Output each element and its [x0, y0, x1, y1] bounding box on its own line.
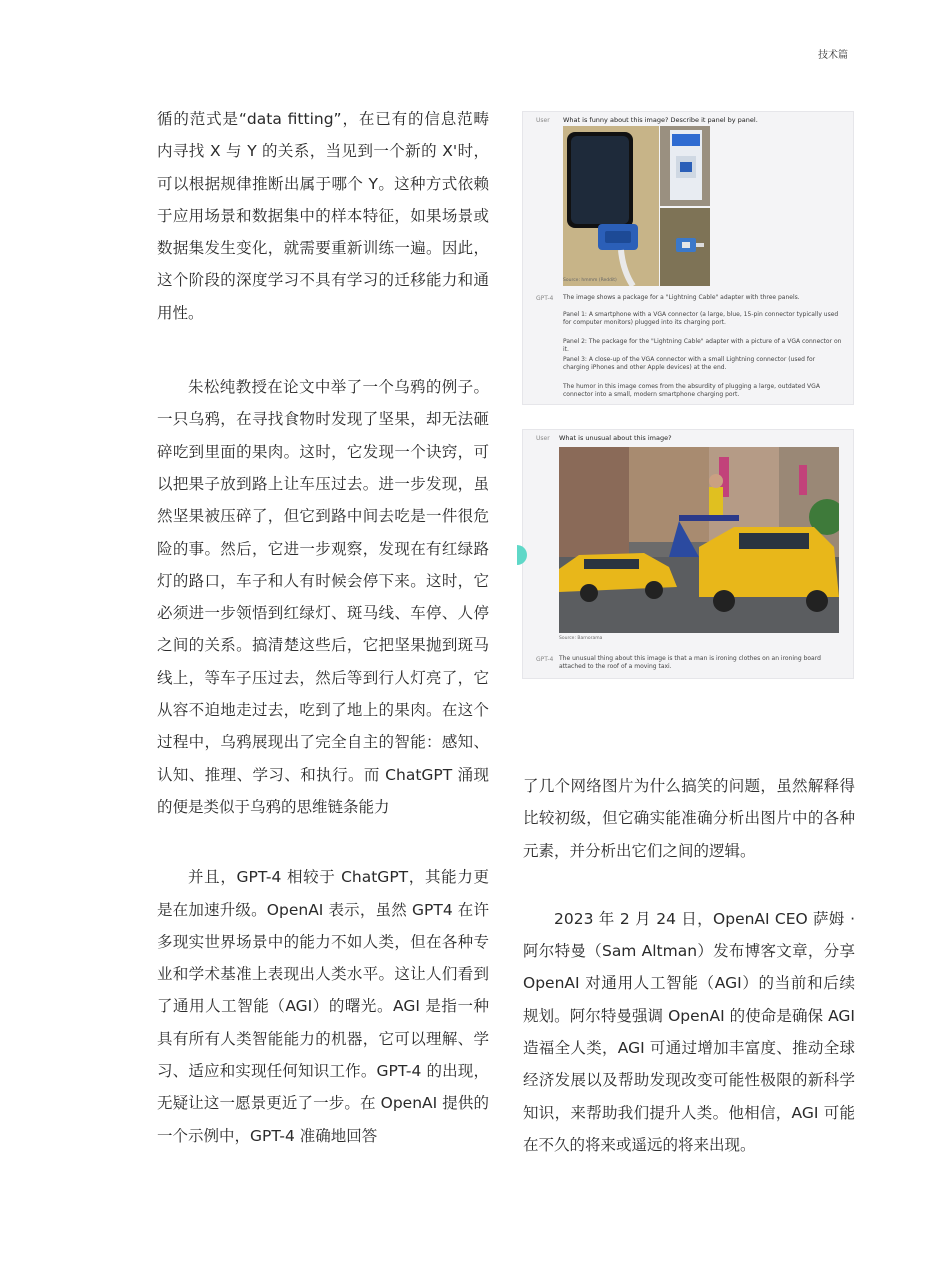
paragraph: 2023 年 2 月 24 日，OpenAI CEO 萨姆 · 阿尔特曼（Sam Altman）发布博客文章，分享OpenAI 对通用人工智能（AGI）的当前和后续规划。阿尔特曼强调 OpenAI 的使命是确保 AGI 造福全人类，AGI 可通过增加丰富度、推动全球经济发展以及帮助发现改变可能性极限的新科学知识，来帮助我们提升人类。他相信，AGI 可能在不久的将来或遥远的将来出现。 [523, 909, 855, 1154]
paragraph: 循的范式是“data fitting”，在已有的信息范畴内寻找 X 与 Y 的关系，当见到一个新的 X'时，可以根据规律推断出属于哪个 Y。这种方式依赖于应用场景和数据集中的样本特征，如果场景或数据集发生变化，就需要重新训练一遍。因此，这个阶段的深度学习不具有学习的迁移能力和通用性。 [157, 110, 489, 322]
gpt4-panel2: Panel 2: The package for the "Lightning Cable" adapter with a picture of a VGA connector on it. [563, 338, 842, 353]
right-column [523, 770, 855, 1161]
phone-vga-photo [563, 126, 659, 286]
user-label: User [536, 435, 550, 442]
gpt4-humor: The humor in this image comes from the absurdity of plugging a large, outdated VGA connector into a small, modern smartphone charging port. [563, 383, 820, 398]
paragraph: 朱松纯教授在论文中举了一个乌鸦的例子。一只乌鸦，在寻找食物时发现了坚果，却无法砸碎吃到里面的果肉。这时，它发现一个诀窍，可以把果子放到路上让车压过去。进一步发现，虽然坚果被压碎了，但它到路中间去吃是一件很危险的事。然后，它进一步观察，发现在有红绿路灯的路口，车子和人有时候会停下来。这时，它必须进一步领悟到红绿灯、斑马线、车停、人停之间的关系。搞清楚这些后，它把坚果抛到斑马线上，等车子压过去，然后等到行人灯亮了，它从容不迫地走过去，吃到了地上的果肉。在这个过程中，乌鸦展现出了完全自主的智能：感知、认知、推理、学习、和执行。而 ChatGPT 涌现的便是类似于乌鸦的思维链条能力 [157, 378, 489, 816]
gpt4-vga-example-figure [522, 111, 854, 405]
gpt4-answer: The unusual thing about this image is that a man is ironing clothes on an ironing board attached to the roof of a moving taxi. [559, 655, 821, 670]
image-source: Source: hmmm (Reddit) [563, 278, 617, 283]
gpt4-label: GPT-4 [536, 656, 554, 663]
gpt4-panel1: Panel 1: A smartphone with a VGA connector (a large, blue, 15-pin connector typically used for computer monitors) plugged into its charging port. [563, 311, 839, 326]
taxi-ironing-photo [559, 447, 839, 633]
adapter-package-photo [660, 126, 710, 206]
section-tag: 技术篇 [818, 50, 848, 61]
user-question: What is unusual about this image? [559, 434, 672, 442]
user-question: What is funny about this image? Describe it panel by panel. [563, 116, 758, 124]
gpt4-answer-intro: The image shows a package for a "Lightning Cable" adapter with three panels. [563, 294, 800, 301]
gpt4-panel3: Panel 3: A close-up of the VGA connector with a small Lightning connector (used for charging iPhones and other Apple devices) at the end. [563, 356, 816, 371]
gpt4-label: GPT-4 [536, 295, 554, 302]
connector-closeup-photo [660, 208, 710, 286]
paragraph: 并且，GPT-4 相较于 ChatGPT，其能力更是在加速升级。OpenAI 表示，虽然 GPT4 在许多现实世界场景中的能力不如人类，但在各种专业和学术基准上表现出人类水平。这让人们看到了通用人工智能（AGI）的曙光。AGI 是指一种具有所有人类智能能力的机器，它可以理解、学习、适应和实现任何知识工作。GPT-4 的出现，无疑让这一愿景更近了一步。在 OpenAI 提供的一个示例中，GPT-4 准确地回答 [157, 868, 489, 1145]
image-source: Source: Barnorama [559, 636, 603, 641]
user-label: User [536, 117, 550, 124]
paragraph: 了几个网络图片为什么搞笑的问题，虽然解释得比较初级，但它确实能准确分析出图片中的各种元素，并分析出它们之间的逻辑。 [523, 777, 855, 860]
left-column [157, 103, 489, 1152]
gpt4-taxi-example-figure [522, 429, 854, 679]
